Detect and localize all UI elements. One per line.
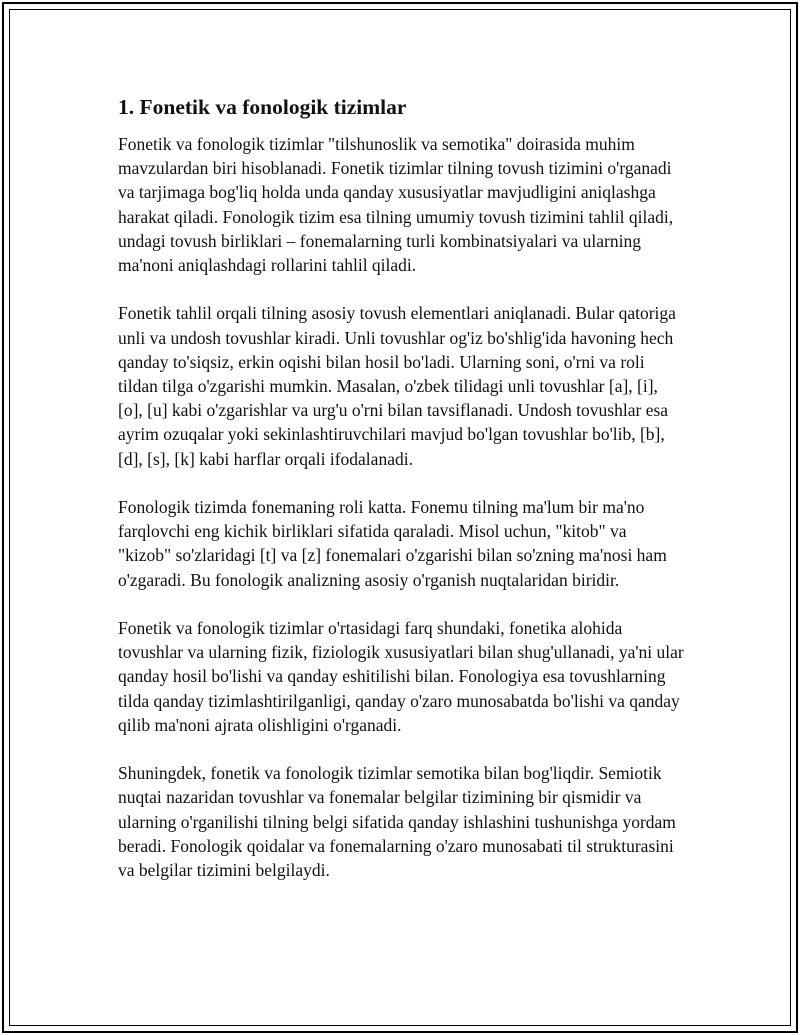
paragraph-5: Shuningdek, fonetik va fonologik tizimlar semotika bilan bog'liqdir. Semiotik nuqtai nazaridan tovushlar va fonemalar belgilar tizimining bir qismidir va ularning o'rganilishi tilning belgi sifatida qanday ishlashini tushunishga yordam beradi. Fonologik qoidalar va fonemalarning o'zaro munosabati til strukturasini va belgilar tizimini belgilaydi.: [118, 763, 676, 881]
paragraph-2: Fonetik tahlil orqali tilning asosiy tovush elementlari aniqlanadi. Bular qatoriga unli va undosh tovushlar kiradi. Unli tovushlar og'iz bo'shlig'ida havoning hech qanday to'siqsiz, erkin oqishi bilan hosil bo'ladi. Ularning soni, o'rni va roli tildan tilga o'zgarishi mumkin. Masalan, o'zbek tilidagi unli tovushlar [a], [i], [o], [u] kabi o'zgarishlar va urg'u o'rni bilan tavsiflanadi. Undosh tovushlar esa ayrim ozuqalar yoki sekinlashtiruvchilari mavjud bo'lgan tovushlar bo'lib, [b], [d], [s], [k] kabi harflar orqali ifodalanadi.: [118, 303, 676, 469]
paragraph-4: Fonetik va fonologik tizimlar o'rtasidagi farq shundaki, fonetika alohida tovushlar va ularning fizik, fiziologik xususiyatlari bilan shug'ullanadi, ya'ni ular qanday hosil bo'lishi va qanday eshitilishi bilan. Fonologiya esa tovushlarning tilda qanday tizimlashtirilganligi, qanday o'zaro munosabatda bo'lishi va qanday qilib ma'noni ajrata olishligini o'rganadi.: [118, 618, 684, 735]
paragraph-3: Fonologik tizimda fonemaning roli katta. Fonemu tilning ma'lum bir ma'no farqlovchi eng kichik birliklari sifatida qaraladi. Misol uchun, "kitob" va "kizob" so'zlaridagi [t] va [z] fonemalari o'zgarishi bilan so'zning ma'nosi ham o'zgaradi. Bu fonologik analizning asosiy o'rganish nuqtalaridan biridir.: [118, 497, 667, 590]
document-body: [118, 94, 684, 906]
paragraph-1: Fonetik va fonologik tizimlar "tilshunoslik va semotika" doirasida muhim mavzulardan biri hisoblanadi. Fonetik tizimlar tilning tovush tizimini o'rganadi va tarjimaga bog'liq holda unda qanday xususiyatlar mavjudligini aniqlashga harakat qiladi. Fonologik tizim esa tilning umumiy tovush tizimini tahlil qiladi, undagi tovush birliklari – fonemalarning turli kombinatsiyalari va ularning ma'noni aniqlashdagi rollarini tahlil qiladi.: [118, 134, 674, 276]
section-heading: 1. Fonetik va fonologik tizimlar: [118, 95, 407, 119]
